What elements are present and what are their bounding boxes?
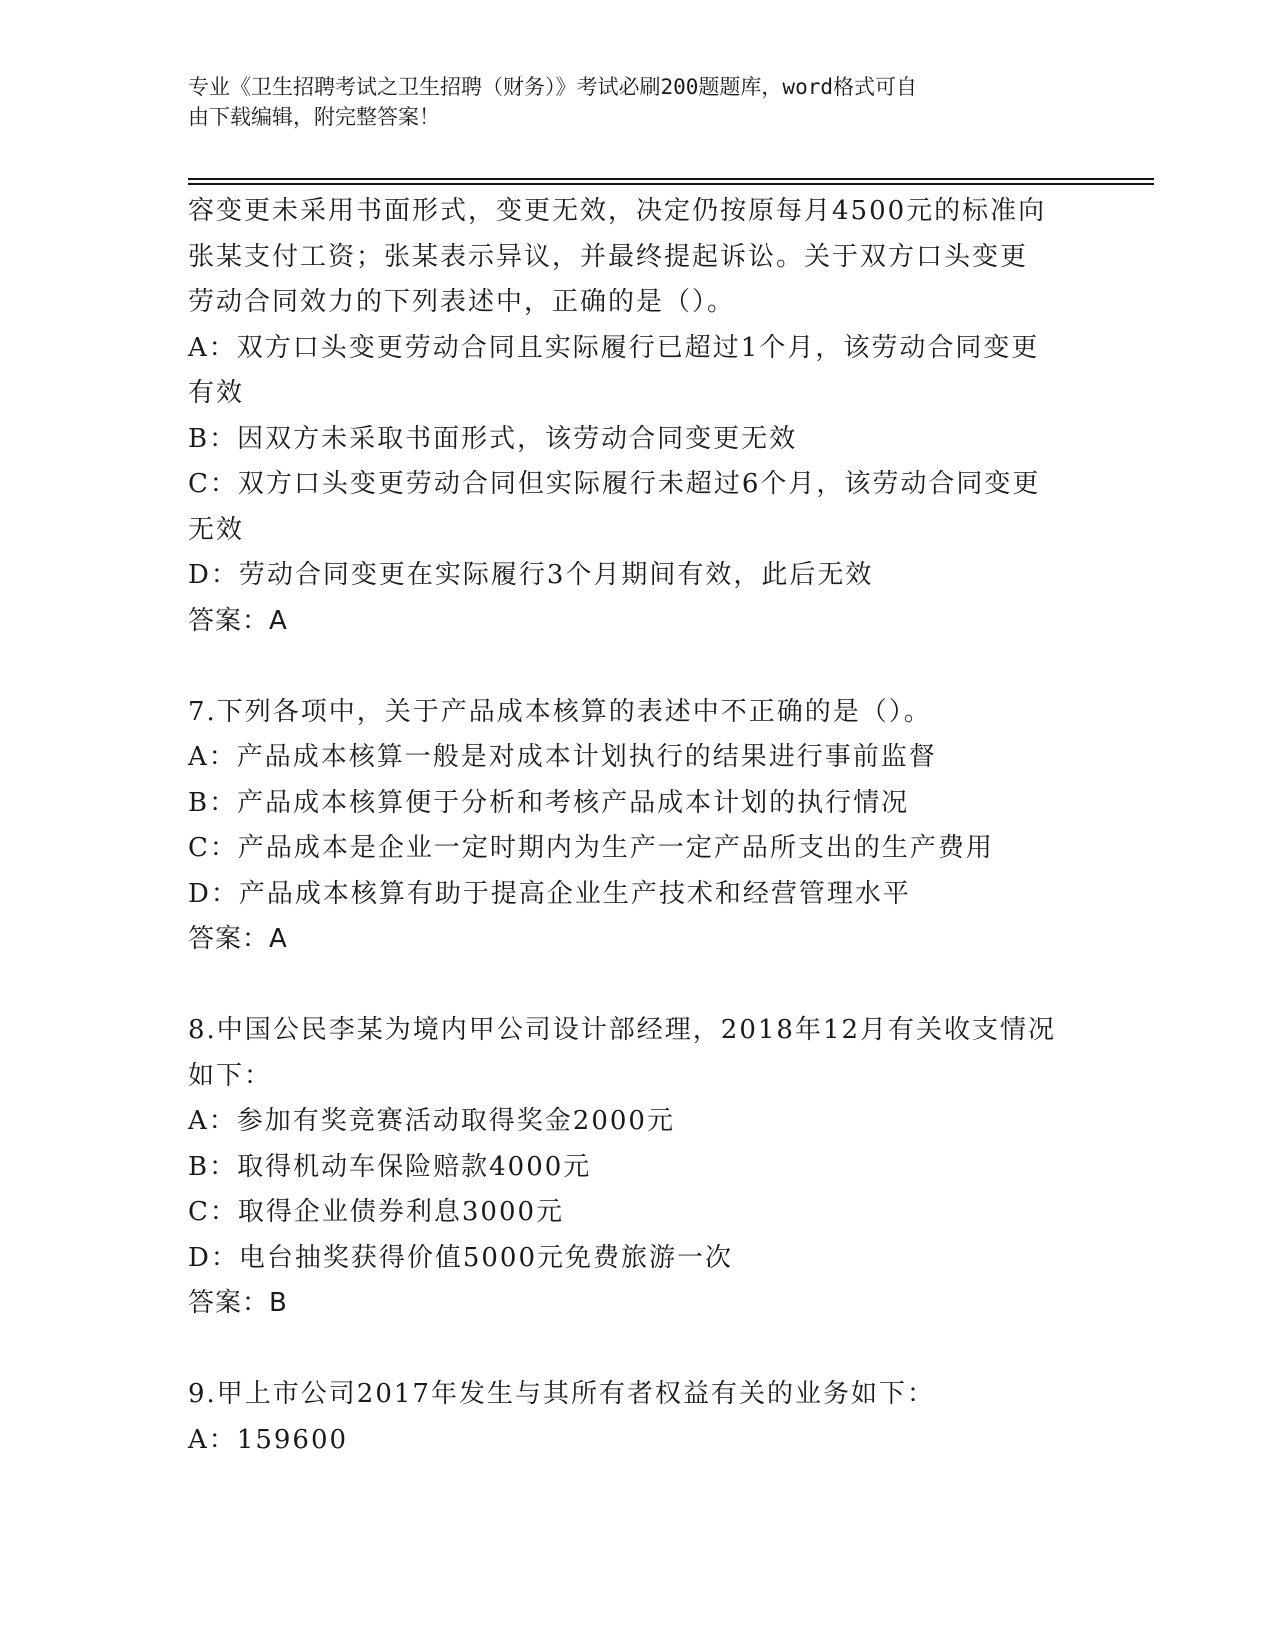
option-d: D：电台抽奖获得价值5000元免费旅游一次 (188, 1242, 734, 1273)
option-a: A：双方口头变更劳动合同且实际履行已超过1个月，该劳动合同变更 (188, 332, 1040, 363)
question-text-line: 容变更未采用书面形式，变更无效，决定仍按原每月4500元的标准向 (188, 196, 1047, 226)
answer: 答案：A (188, 924, 288, 954)
document-header (188, 72, 1088, 132)
question-text-line: 如下： (188, 1060, 273, 1091)
option-c-wrap: 无效 (188, 514, 245, 545)
option-d: D：劳动合同变更在实际履行3个月期间有效，此后无效 (188, 560, 874, 590)
question-text-line: 7.下列各项中，关于产品成本核算的表述中不正确的是（）。 (188, 696, 932, 727)
question-8 (188, 1008, 1088, 1327)
question-9 (188, 1372, 1088, 1463)
option-b: B：因双方未采取书面形式，该劳动合同变更无效 (188, 423, 798, 454)
spacer (188, 644, 1088, 690)
header-divider-bottom (188, 183, 1154, 185)
option-b: B：取得机动车保险赔款4000元 (188, 1151, 592, 1182)
option-c: C：产品成本是企业一定时期内为生产一定产品所支出的生产费用 (188, 833, 994, 863)
spacer (188, 963, 1088, 1009)
answer: 答案：B (188, 1288, 288, 1318)
option-c: C：取得企业债券利息3000元 (188, 1197, 565, 1227)
option-a: A：产品成本核算一般是对成本计划执行的结果进行事前监督 (188, 742, 937, 772)
question-7 (188, 690, 1088, 963)
question-6-continuation (188, 189, 1088, 644)
spacer (188, 1327, 1088, 1373)
document-body (188, 189, 1088, 1463)
header-line-1: 专业《卫生招聘考试之卫生招聘（财务）》考试必刷200题题库，word格式可自 (188, 75, 917, 99)
option-c: C：双方口头变更劳动合同但实际履行未超过6个月，该劳动合同变更 (188, 469, 1041, 499)
option-d: D：产品成本核算有助于提高企业生产技术和经营管理水平 (188, 878, 911, 909)
question-text-line: 8.中国公民李某为境内甲公司设计部经理，2018年12月有关收支情况 (188, 1015, 1057, 1045)
header-divider-top (188, 178, 1154, 180)
question-text-line: 劳动合同效力的下列表述中，正确的是（）。 (188, 287, 736, 317)
option-a: A：参加有奖竞赛活动取得奖金2000元 (188, 1106, 675, 1136)
question-text-line: 9.甲上市公司2017年发生与其所有者权益有关的业务如下： (188, 1379, 935, 1409)
question-text-line: 张某支付工资；张某表示异议，并最终提起诉讼。关于双方口头变更 (188, 241, 1029, 272)
header-line-2: 由下载编辑，附完整答案！ (188, 105, 440, 129)
option-a-wrap: 有效 (188, 378, 245, 408)
answer: 答案：A (188, 605, 288, 636)
option-a: A：159600 (188, 1424, 349, 1455)
option-b: B：产品成本核算便于分析和考核产品成本计划的执行情况 (188, 787, 910, 818)
